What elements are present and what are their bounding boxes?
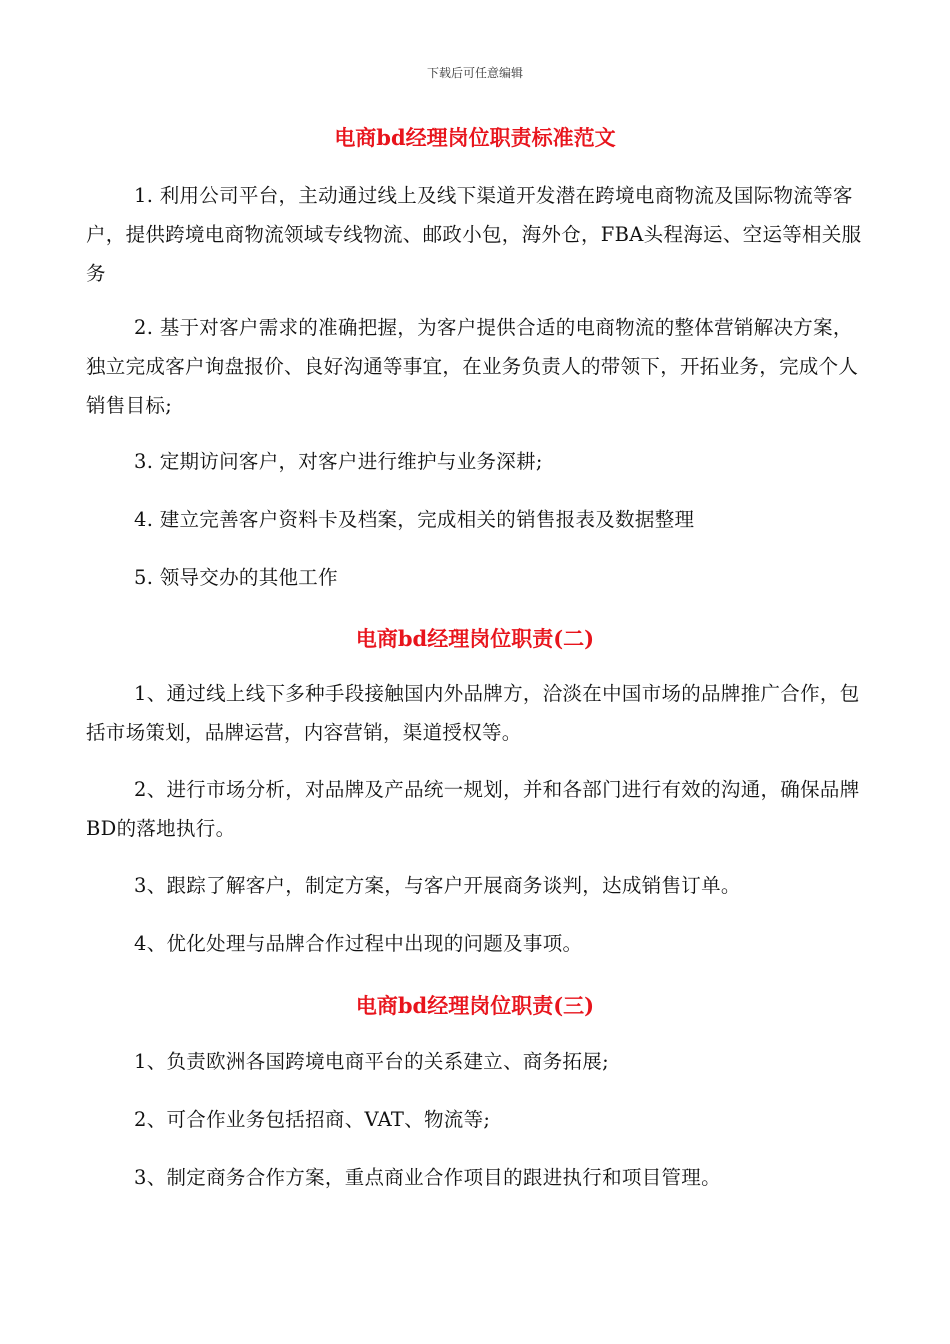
section-2-item-3: 3、跟踪了解客户，制定方案，与客户开展商务谈判，达成销售订单。 — [134, 874, 741, 897]
section-title-1: 电商bd经理岗位职责标准范文 — [334, 125, 616, 150]
section-2-item-4: 4、优化处理与品牌合作过程中出现的问题及事项。 — [134, 932, 583, 955]
section-3-item-1: 1、负责欧洲各国跨境电商平台的关系建立、商务拓展; — [134, 1050, 609, 1073]
section-1-item-5: 5. 领导交办的其他工作 — [134, 566, 338, 589]
section-2-item-1: 1、通过线上线下多种手段接触国内外品牌方，洽淡在中国市场的品牌推广合作，包括市场策划，品牌运营，内容营销，渠道授权等。 — [86, 682, 860, 744]
section-3-item-2: 2、可合作业务包括招商、VAT、物流等; — [134, 1108, 491, 1131]
section-3-item-3: 3、制定商务合作方案，重点商业合作项目的跟进执行和项目管理。 — [134, 1166, 721, 1189]
section-title-3: 电商bd经理岗位职责(三) — [355, 993, 595, 1018]
section-1-item-1: 1. 利用公司平台，主动通过线上及线下渠道开发潜在跨境电商物流及国际物流等客户，提供跨境电商物流领域专线物流、邮政小包，海外仓，FBA头程海运、空运等相关服务 — [86, 184, 862, 285]
section-1-item-3: 3. 定期访问客户，对客户进行维护与业务深耕; — [134, 450, 543, 473]
section-1-item-2: 2. 基于对客户需求的准确把握，为客户提供合适的电商物流的整体营销解决方案，独立完成客户询盘报价、良好沟通等事宜，在业务负责人的带领下，开拓业务，完成个人销售目标; — [86, 316, 859, 417]
section-2-item-2: 2、进行市场分析，对品牌及产品统一规划，并和各部门进行有效的沟通，确保品牌BD的落地执行。 — [86, 778, 860, 840]
header-note: 下载后可任意编辑 — [426, 66, 523, 80]
section-1-item-4: 4. 建立完善客户资料卡及档案，完成相关的销售报表及数据整理 — [134, 508, 695, 531]
section-title-2: 电商bd经理岗位职责(二) — [355, 626, 595, 651]
